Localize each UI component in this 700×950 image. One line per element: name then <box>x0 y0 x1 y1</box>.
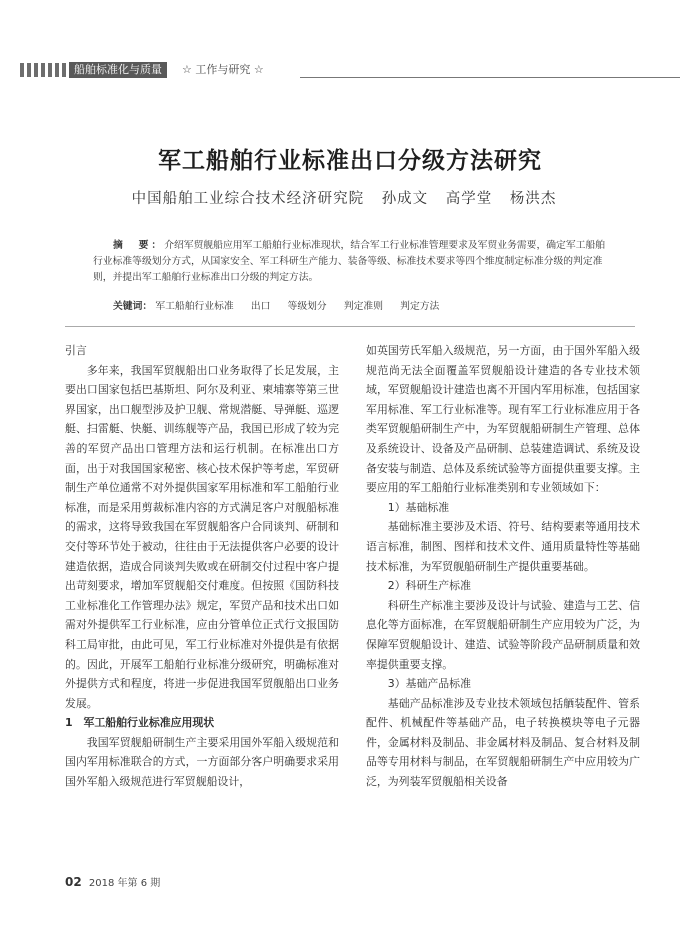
page-number: 02 <box>65 875 82 889</box>
author-name: 孙成文 <box>381 191 429 207</box>
paragraph: 基础标准主要涉及术语、符号、结构要素等通用技术语言标准，制图、图样和技术文件、通用质量特性等基础技术标准，为军贸舰船研制生产提供重要基础。 <box>366 520 640 573</box>
keywords <box>113 298 623 312</box>
paragraph: 如英国劳氏军船入级规范，另一方面，由于国外军船入级规范尚无法全面覆盖军贸舰船设计建造的各专业技术领域，军贸舰船设计建造也离不开国内军用标准，包括国家军用标准、军工行业标准等。现有军工行业标准应用于各类军贸舰船研制生产中，为军贸舰船研制生产管理、总体及系统设计、设备及产品研制、总装建造调试、系统及设备安装与制造、总体及系统试验等方面提供重要支撑。主要应用的军工船舶行业标准类别和专业领域如下： <box>366 344 640 495</box>
intro-heading: 引言 <box>65 344 87 357</box>
page-footer <box>65 874 160 889</box>
subsection-heading: 3）基础产品标准 <box>387 677 471 691</box>
article-title: 军工船舶行业标准出口分级方法研究 <box>158 148 542 174</box>
keyword: 判定方法 <box>400 301 440 312</box>
keyword: 判定准则 <box>343 301 384 312</box>
keywords-label: 关键词： <box>113 301 153 312</box>
affiliation: 中国船舶工业综合技术经济研究院 <box>131 191 365 207</box>
abstract-label: 摘 要： <box>113 240 165 251</box>
keyword: 军工船舶行业标准 <box>155 301 234 312</box>
body-column-right <box>366 341 640 792</box>
author-name: 高学堂 <box>445 191 493 207</box>
header-stripes <box>20 63 68 77</box>
subsection-heading: 2）科研生产标准 <box>387 579 471 593</box>
subsection-heading: 1）基础标准 <box>387 500 450 514</box>
keyword: 等级划分 <box>287 301 327 312</box>
author-line <box>0 187 700 208</box>
keyword: 出口 <box>250 301 271 312</box>
paragraph: 我国军贸舰船研制生产主要采用国外军船入级规范和国内军用标准联合的方式，一方面部分客户明确要求采用国外军船入级规范进行军贸舰船设计， <box>65 735 339 789</box>
running-header <box>20 62 680 78</box>
journal-tag: 船舶标准化与质量 <box>69 62 167 78</box>
paragraph: 基础产品标准涉及专业技术领域包括舾装配件、管系配件、机械配件等基础产品，电子转换模块等电子元器件，金属材料及制品、非金属材料及制品、复合材料及制品等专用材料与制品，在军贸舰船研制生产中应用较为广泛，为列装军贸舰船相关设备 <box>366 696 640 789</box>
issue-label: 2018 年第 6 期 <box>88 878 161 889</box>
header-rule <box>300 77 680 78</box>
abstract-divider <box>65 326 635 327</box>
section-label: ☆ 工作与研究 ☆ <box>182 63 264 76</box>
author-name: 杨洪杰 <box>509 191 557 207</box>
paragraph: 科研生产标准主要涉及设计与试验、建造与工艺、信息化等方面标准，在军贸舰船研制生产应用较为广泛，为保障军贸舰船设计、建造、试验等阶段产品研制质量和效率提供重要支撑。 <box>366 598 640 671</box>
body-column-left <box>65 341 339 792</box>
abstract <box>93 238 613 286</box>
paragraph: 多年来，我国军贸舰船出口业务取得了长足发展，主要出口国家包括巴基斯坦、阿尔及利亚、柬埔寨等第三世界国家，出口舰型涉及护卫舰、常规潜艇、导弹艇、巡逻艇、扫雷艇、快艇、训练舰等产品，我国已形成了较为完善的军贸产品出口管理方法和运行机制。在标准出口方面，出于对我国国家秘密、核心技术保护等考虑，军贸研制生产单位通常不对外提供国家军用标准和军工船舶行业标准，而是采用剪裁标准内容的方式满足客户对舰船标准的需求，这将导致我国在军贸舰船客户合同谈判、研制和交付等环节处于被动，往往由于无法提供客户必要的设计建造依据，造成合同谈判失败或在研制交付过程中客户提出苛刻要求，增加军贸舰船交付难度。但按照《国防科技工业标准化工作管理办法》规定，军贸产品和技术出口如需对外提供军工行业标准，应由分管单位正式行文报国防科工局审批，由此可见，军工行业标准对外提供是有依据的。因此，开展军工船舶行业标准分级研究，明确标准对外提供方式和程度，将进一步促进我国军贸舰船出口业务发展。 <box>65 363 339 710</box>
abstract-text: 介绍军贸舰船应用军工船舶行业标准现状，结合军工行业标准管理要求及军贸业务需要，确定军工船舶行业标准等级划分方式，从国家安全、军工科研生产能力、装备等级、标准技术要求等四个维度制定标准分级的判定准则，并提出军工船舶行业标准出口分级的判定方法。 <box>93 240 606 283</box>
section-heading: 1 军工船舶行业标准应用现状 <box>65 716 215 730</box>
